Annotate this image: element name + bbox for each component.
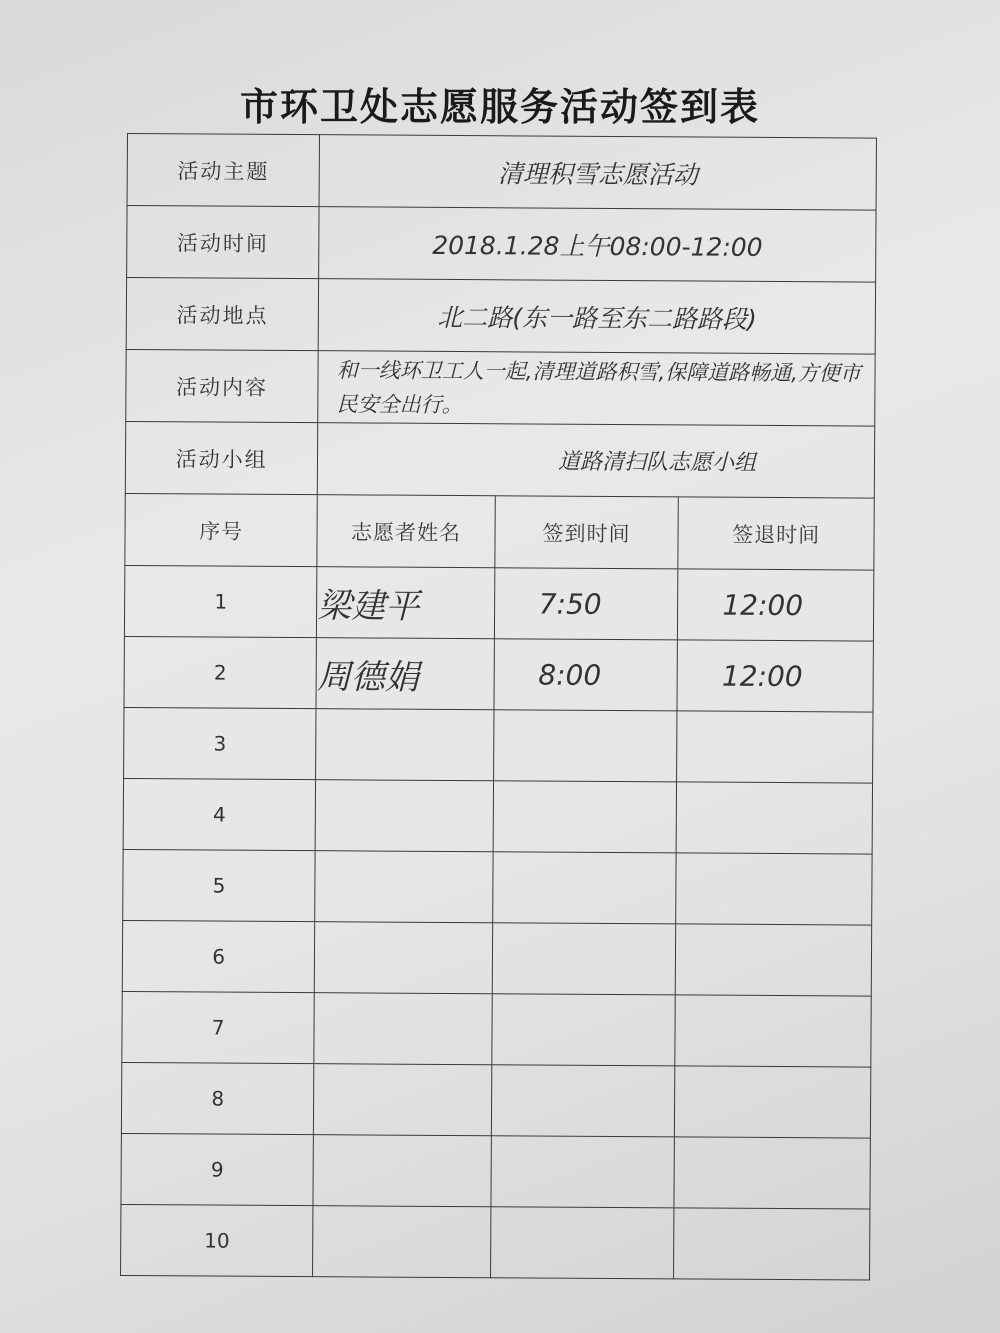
time-label: 活动时间 <box>127 206 320 279</box>
row-number: 2 <box>124 636 317 708</box>
header-name: 志愿者姓名 <box>317 495 495 568</box>
sign-in-time <box>491 1136 675 1208</box>
sign-out-time <box>675 995 871 1067</box>
sign-out-time <box>676 924 872 996</box>
row-number: 8 <box>121 1062 314 1134</box>
sign-out-time: 12:00 <box>678 569 874 641</box>
volunteer-name <box>313 1206 491 1278</box>
table-row <box>121 1133 870 1209</box>
table-row <box>122 920 871 996</box>
table-row <box>123 778 872 854</box>
sign-in-time <box>492 852 676 924</box>
sign-out-time <box>674 1137 870 1209</box>
sign-in-time <box>490 1207 674 1279</box>
header-no: 序号 <box>125 493 318 566</box>
sign-in-time <box>493 781 677 853</box>
group-row <box>125 421 874 498</box>
volunteer-name: 周德娟 <box>316 638 494 710</box>
header-sign-out: 签退时间 <box>678 497 874 570</box>
sign-in-time: 7:50 <box>494 568 678 640</box>
table-row <box>121 1062 870 1138</box>
table-row <box>122 991 871 1067</box>
table-row <box>124 636 873 712</box>
row-number: 4 <box>123 778 316 850</box>
sign-out-time: 12:00 <box>677 640 873 712</box>
sign-out-time <box>675 1066 871 1138</box>
sign-out-time <box>674 1208 870 1280</box>
volunteer-name <box>315 851 493 923</box>
row-number: 1 <box>124 565 317 637</box>
sign-in-time <box>492 923 676 995</box>
sign-in-table <box>120 133 877 1281</box>
sign-out-time <box>676 853 872 925</box>
sign-out-time <box>676 782 872 854</box>
row-number: 10 <box>121 1204 314 1276</box>
row-number: 7 <box>122 991 315 1063</box>
place-value: 北二路(东一路至东二路路段) <box>318 279 875 354</box>
theme-label: 活动主题 <box>127 134 320 207</box>
table-row <box>121 1204 870 1280</box>
theme-value: 清理积雪志愿活动 <box>319 135 876 210</box>
sign-in-time <box>493 710 677 782</box>
volunteer-name: 梁建平 <box>317 567 495 639</box>
place-label: 活动地点 <box>126 278 319 351</box>
volunteer-name <box>313 1135 491 1207</box>
row-number: 3 <box>124 707 317 779</box>
group-label: 活动小组 <box>125 421 318 494</box>
volunteer-name <box>315 922 493 994</box>
table-row <box>124 565 873 641</box>
table-row <box>124 707 873 783</box>
content-row <box>126 349 875 426</box>
time-value: 2018.1.28上午08:00-12:00 <box>319 207 876 282</box>
header-sign-in: 签到时间 <box>494 496 678 569</box>
sign-in-time <box>491 994 675 1066</box>
sign-in-time: 8:00 <box>494 639 678 711</box>
row-number: 5 <box>123 849 316 921</box>
content-value: 和一线环卫工人一起,清理道路积雪,保障道路畅通,方便市民安全出行。 <box>318 351 875 426</box>
theme-row <box>127 134 876 211</box>
row-number: 6 <box>122 920 315 992</box>
table-row <box>123 849 872 925</box>
volunteer-name <box>315 780 493 852</box>
sign-in-time <box>491 1065 675 1137</box>
sign-out-time <box>677 711 873 783</box>
place-row <box>126 278 875 355</box>
volunteer-name <box>314 993 492 1065</box>
content-label: 活动内容 <box>126 349 319 422</box>
volunteer-name <box>316 709 494 781</box>
page-title: 市环卫处志愿服务活动签到表 <box>239 84 760 129</box>
time-row <box>127 206 876 283</box>
table-header-row <box>125 493 874 570</box>
volunteer-name <box>314 1064 492 1136</box>
row-number: 9 <box>121 1133 314 1205</box>
group-value: 道路清扫队志愿小组 <box>318 423 875 498</box>
